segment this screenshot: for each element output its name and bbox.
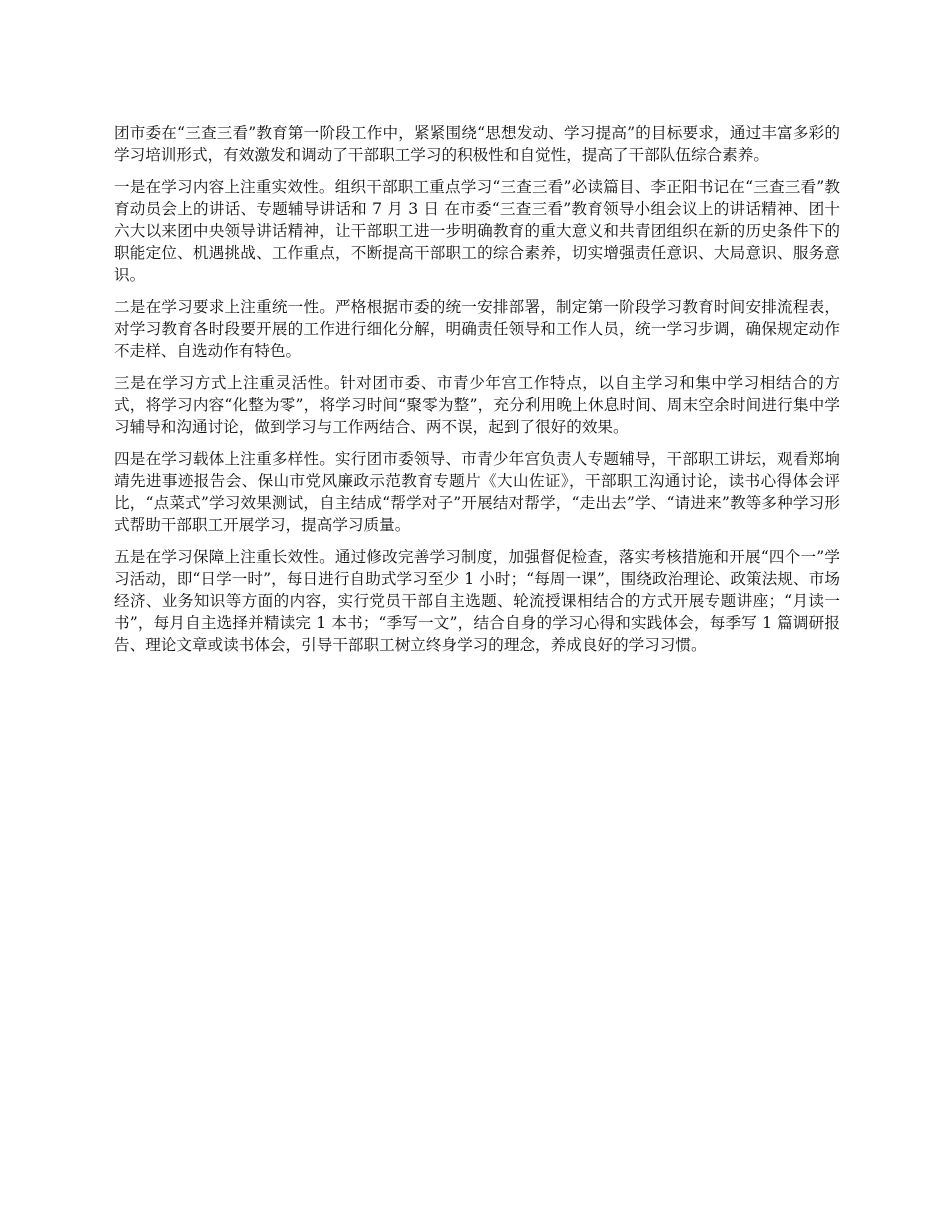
paragraph-intro: 团市委在“三查三看”教育第一阶段工作中，紧紧围绕“思想发动、学习提高”的目标要求，通过丰富多彩的学习培训形式，有效激发和调动了干部职工学习的积极性和自觉性，提高了干部队伍综合素养。 [114, 124, 840, 164]
paragraph-guarantees: 五是在学习保障上注重长效性。通过修改完善学习制度，加强督促检查，落实考核措施和开展“四个一”学习活动，即“日学一时”，每日进行自助式学习至少 1 小时；“每周一课”，围绕政治理论、政策法规、市场经济、业务知识等方面的内容，实行党员干部自主选题、轮流授课相结合的方式开展专题讲座；“月读一书”，每月自主选择并精读完 1 本书；“季写一文”，结合自身的学习心得和实践体会，每季写 1 篇调研报告、理论文章或读书体会，引导干部职工树立终身学习的理念，养成良好的学习习惯。 [114, 548, 840, 654]
paragraph-requirements: 二是在学习要求上注重统一性。严格根据市委的统一安排部署，制定第一阶段学习教育时间安排流程表，对学习教育各时段要开展的工作进行细化分解，明确责任领导和工作人员，统一学习步调，确保规定动作不走样、自选动作有特色。 [114, 298, 840, 360]
document-body [114, 122, 840, 666]
paragraph-carriers: 四是在学习载体上注重多样性。实行团市委领导、市青少年宫负责人专题辅导，干部职工讲坛，观看郑垧靖先进事迹报告会、保山市党风廉政示范教育专题片《大山佐证》，干部职工沟通讨论，读书心得体会评比，“点菜式”学习效果测试，自主结成“帮学对子”开展结对帮学，“走出去”学、“请进来”教等多种学习形式帮助干部职工开展学习，提高学习质量。 [114, 450, 840, 534]
paragraph-methods: 三是在学习方式上注重灵活性。针对团市委、市青少年宫工作特点，以自主学习和集中学习相结合的方式，将学习内容“化整为零”，将学习时间“聚零为整”，充分利用晚上休息时间、周末空余时间进行集中学习辅导和沟通讨论，做到学习与工作两结合、两不误，起到了很好的效果。 [114, 374, 840, 436]
paragraph-content: 一是在学习内容上注重实效性。组织干部职工重点学习“三查三看”必读篇目、李正阳书记在“三查三看”教育动员会上的讲话、专题辅导讲话和 7 月 3 日 在市委“三查三看”教育领导小组会议上的讲话精神、团十六大以来团中央领导讲话精神，让干部职工进一步明确教育的重大意义和共青团组织在新的历史条件下的职能定位、机遇挑战、工作重点，不断提高干部职工的综合素养，切实增强责任意识、大局意识、服务意识。 [114, 178, 840, 284]
